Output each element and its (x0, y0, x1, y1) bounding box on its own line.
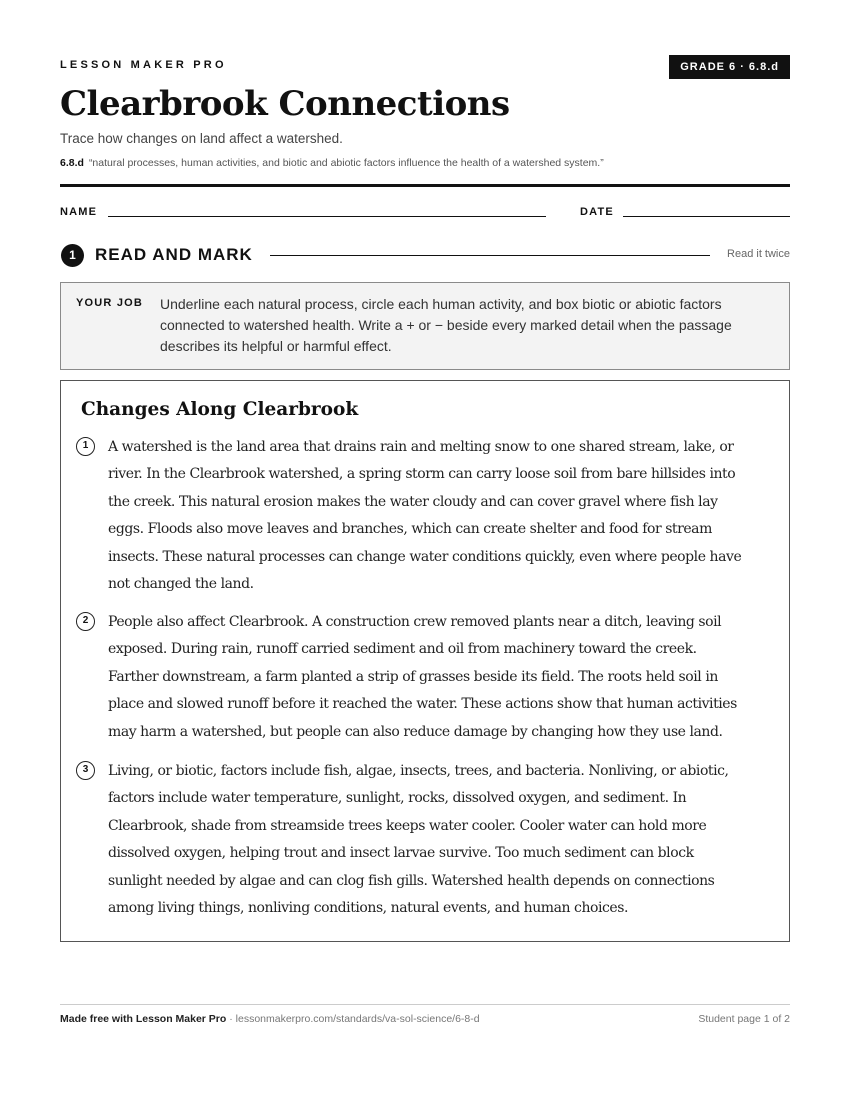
passage-paragraph-2: People also affect Clearbrook. A construction crew removed plants near a ditch, leaving soil exposed. During rain, runoff carried sediment and oil from machinery toward the creek. Farther downstream, a farm planted a strip of grasses beside its field. The roots held soil in place and slowed runoff before it reached the water. These actions show that human activities may harm a watershed, but people can also reduce damage by changing how they use land. (108, 614, 737, 740)
footer-separator: · (226, 1013, 236, 1025)
your-job-text: Underline each natural process, circle each human activity, and box biotic or abiotic factors connected to watershed health. Write a + or − beside every marked detail when the passage describes its helpful or harmful effect. (160, 296, 732, 354)
passage-title: Changes Along Clearbrook (81, 399, 359, 420)
paragraph-number-1: 1 (76, 437, 95, 456)
footer-url-link[interactable]: lessonmakerpro.com/standards/va-sol-science/6-8-d (235, 1013, 480, 1025)
name-label: NAME (60, 206, 98, 218)
footer-credit (60, 1013, 480, 1025)
date-label: DATE (580, 206, 614, 218)
page-title: Clearbrook Connections (60, 84, 510, 124)
brand-wordmark: LESSON MAKER PRO (60, 59, 227, 71)
paragraph-number-3: 3 (76, 761, 95, 780)
section-note: Read it twice (727, 248, 790, 260)
footer-made-with: Made free with Lesson Maker Pro (60, 1013, 227, 1025)
section-number-badge: 1 (61, 244, 84, 267)
passage-box (60, 380, 790, 942)
passage-paragraph-1: A watershed is the land area that drains rain and melting snow to one shared stream, lake, or river. In the Clearbrook watershed, a spring storm can carry loose soil from bare hillsides into the creek. This natural erosion makes the water cloudy and can cover gravel where fish lay eggs. Floods also move leaves and branches, which can create shelter and food for stream insects. These natural processes can change water conditions quickly, even where people have not changed the land. (108, 439, 742, 593)
grade-badge: GRADE 6 · 6.8.d (669, 55, 790, 79)
header-divider (60, 184, 790, 187)
paragraph-number-2: 2 (76, 612, 95, 631)
standard-code: 6.8.d (60, 157, 84, 169)
standard-text: “natural processes, human activities, and biotic and abiotic factors influence the health of a watershed system.” (88, 157, 604, 169)
section-title: READ AND MARK (95, 245, 253, 264)
your-job-box (60, 282, 790, 370)
footer-divider (60, 1004, 790, 1005)
section-divider (270, 255, 710, 256)
your-job-label: YOUR JOB (76, 297, 144, 309)
date-field-line[interactable] (623, 216, 790, 217)
footer-page-number: Student page 1 of 2 (698, 1013, 790, 1025)
name-field-line[interactable] (108, 216, 546, 217)
page-subtitle: Trace how changes on land affect a watershed. (60, 131, 343, 146)
passage-paragraph-3: Living, or biotic, factors include fish, algae, insects, trees, and bacteria. Nonliving, or abiotic, factors include water temperature, sunlight, rocks, dissolved oxygen, and sediment. In Clearbrook, shade from streamside trees keeps water cooler. Cooler water can hold more dissolved oxygen, helping trout and insect larvae survive. Too much sediment can block sunlight needed by algae and can clog fish gills. Watershed health depends on connections among living things, nonliving conditions, natural events, and human choices. (108, 763, 729, 917)
standard-line (60, 157, 604, 169)
